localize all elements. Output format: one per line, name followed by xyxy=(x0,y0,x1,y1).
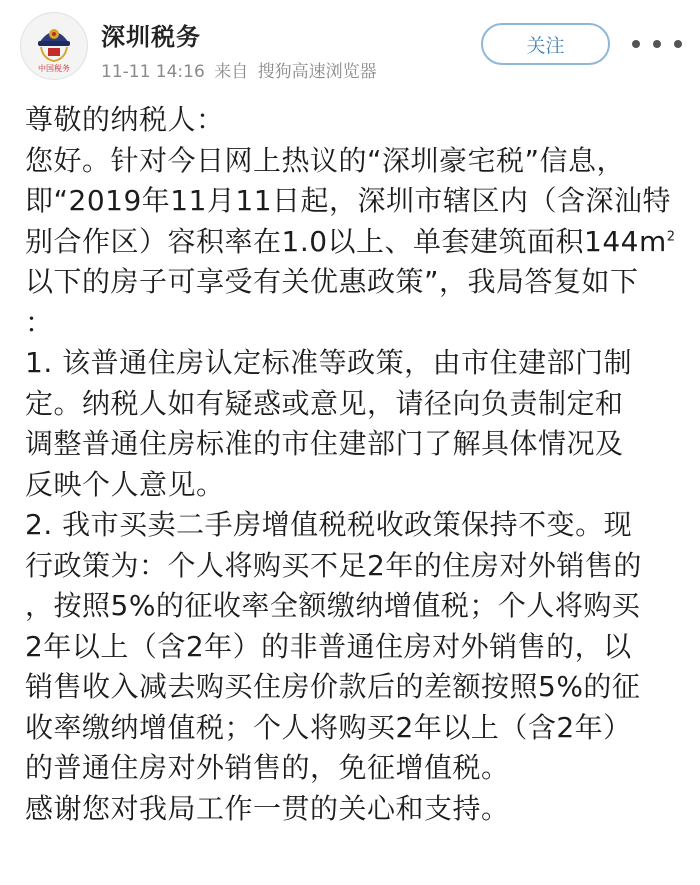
post-line: 的普通住房对外销售的，免征增值税。 xyxy=(25,751,510,784)
post-line: 您好。针对今日网上热议的“深圳豪宅税”信息， xyxy=(25,143,626,177)
follow-button[interactable]: 关注 xyxy=(481,23,610,65)
more-dots-icon[interactable] xyxy=(632,26,682,62)
avatar-caption: 中国税务 xyxy=(38,64,70,73)
post-source[interactable]: 搜狗高速浏览器 xyxy=(257,62,377,82)
post-line: 2年以上（含2年）的非普通住房对外销售的，以 xyxy=(25,629,632,663)
area-superscript: 2 xyxy=(666,229,676,245)
post-line-area xyxy=(25,222,685,263)
post-line: ： xyxy=(25,305,54,339)
tax-emblem-icon xyxy=(21,13,87,79)
dot xyxy=(674,40,682,48)
post-line: 2. 我市买卖二手房增值税税收政策保持不变。现 xyxy=(25,508,633,541)
post-header xyxy=(0,0,700,96)
post-line: 收率缴纳增值税；个人将购买2年以上（含2年） xyxy=(25,710,632,744)
account-name[interactable]: 深圳税务 xyxy=(101,23,201,51)
post-meta xyxy=(101,57,381,82)
post-line: 以下的房子可享受有关优惠政策”，我局答复如下 xyxy=(25,265,639,298)
avatar[interactable] xyxy=(20,12,88,80)
post-line: 定。纳税人如有疑惑或意见，请径向负责制定和 xyxy=(25,386,624,420)
post-line: 销售收入减去购买住房价款后的差额按照5%的征 xyxy=(25,670,641,703)
dot xyxy=(653,40,661,48)
post-line: 1. 该普通住房认定标准等政策，由市住建部门制 xyxy=(25,346,633,379)
post-body xyxy=(25,100,685,829)
post-timestamp: 11-11 14:16 xyxy=(101,62,205,82)
post-line: 调整普通住房标准的市住建部门了解具体情况及 xyxy=(25,427,624,460)
dot xyxy=(632,40,640,48)
post-line: 即“2019年11月11日起，深圳市辖区内（含深汕特 xyxy=(25,184,672,217)
post-line: 感谢您对我局工作一贯的关心和支持。 xyxy=(25,791,510,825)
source-prefix: 来自 xyxy=(214,62,249,82)
post-line: 行政策为：个人将购买不足2年的住房对外销售的 xyxy=(25,548,642,582)
post-line: 反映个人意见。 xyxy=(25,467,225,501)
post-line: 尊敬的纳税人： xyxy=(25,103,225,136)
post-line: ，按照5%的征收率全额缴纳增值税；个人将购买 xyxy=(25,589,641,622)
post-line-text: 别合作区）容积率在1.0以上、单套建筑面积144m xyxy=(25,224,667,258)
